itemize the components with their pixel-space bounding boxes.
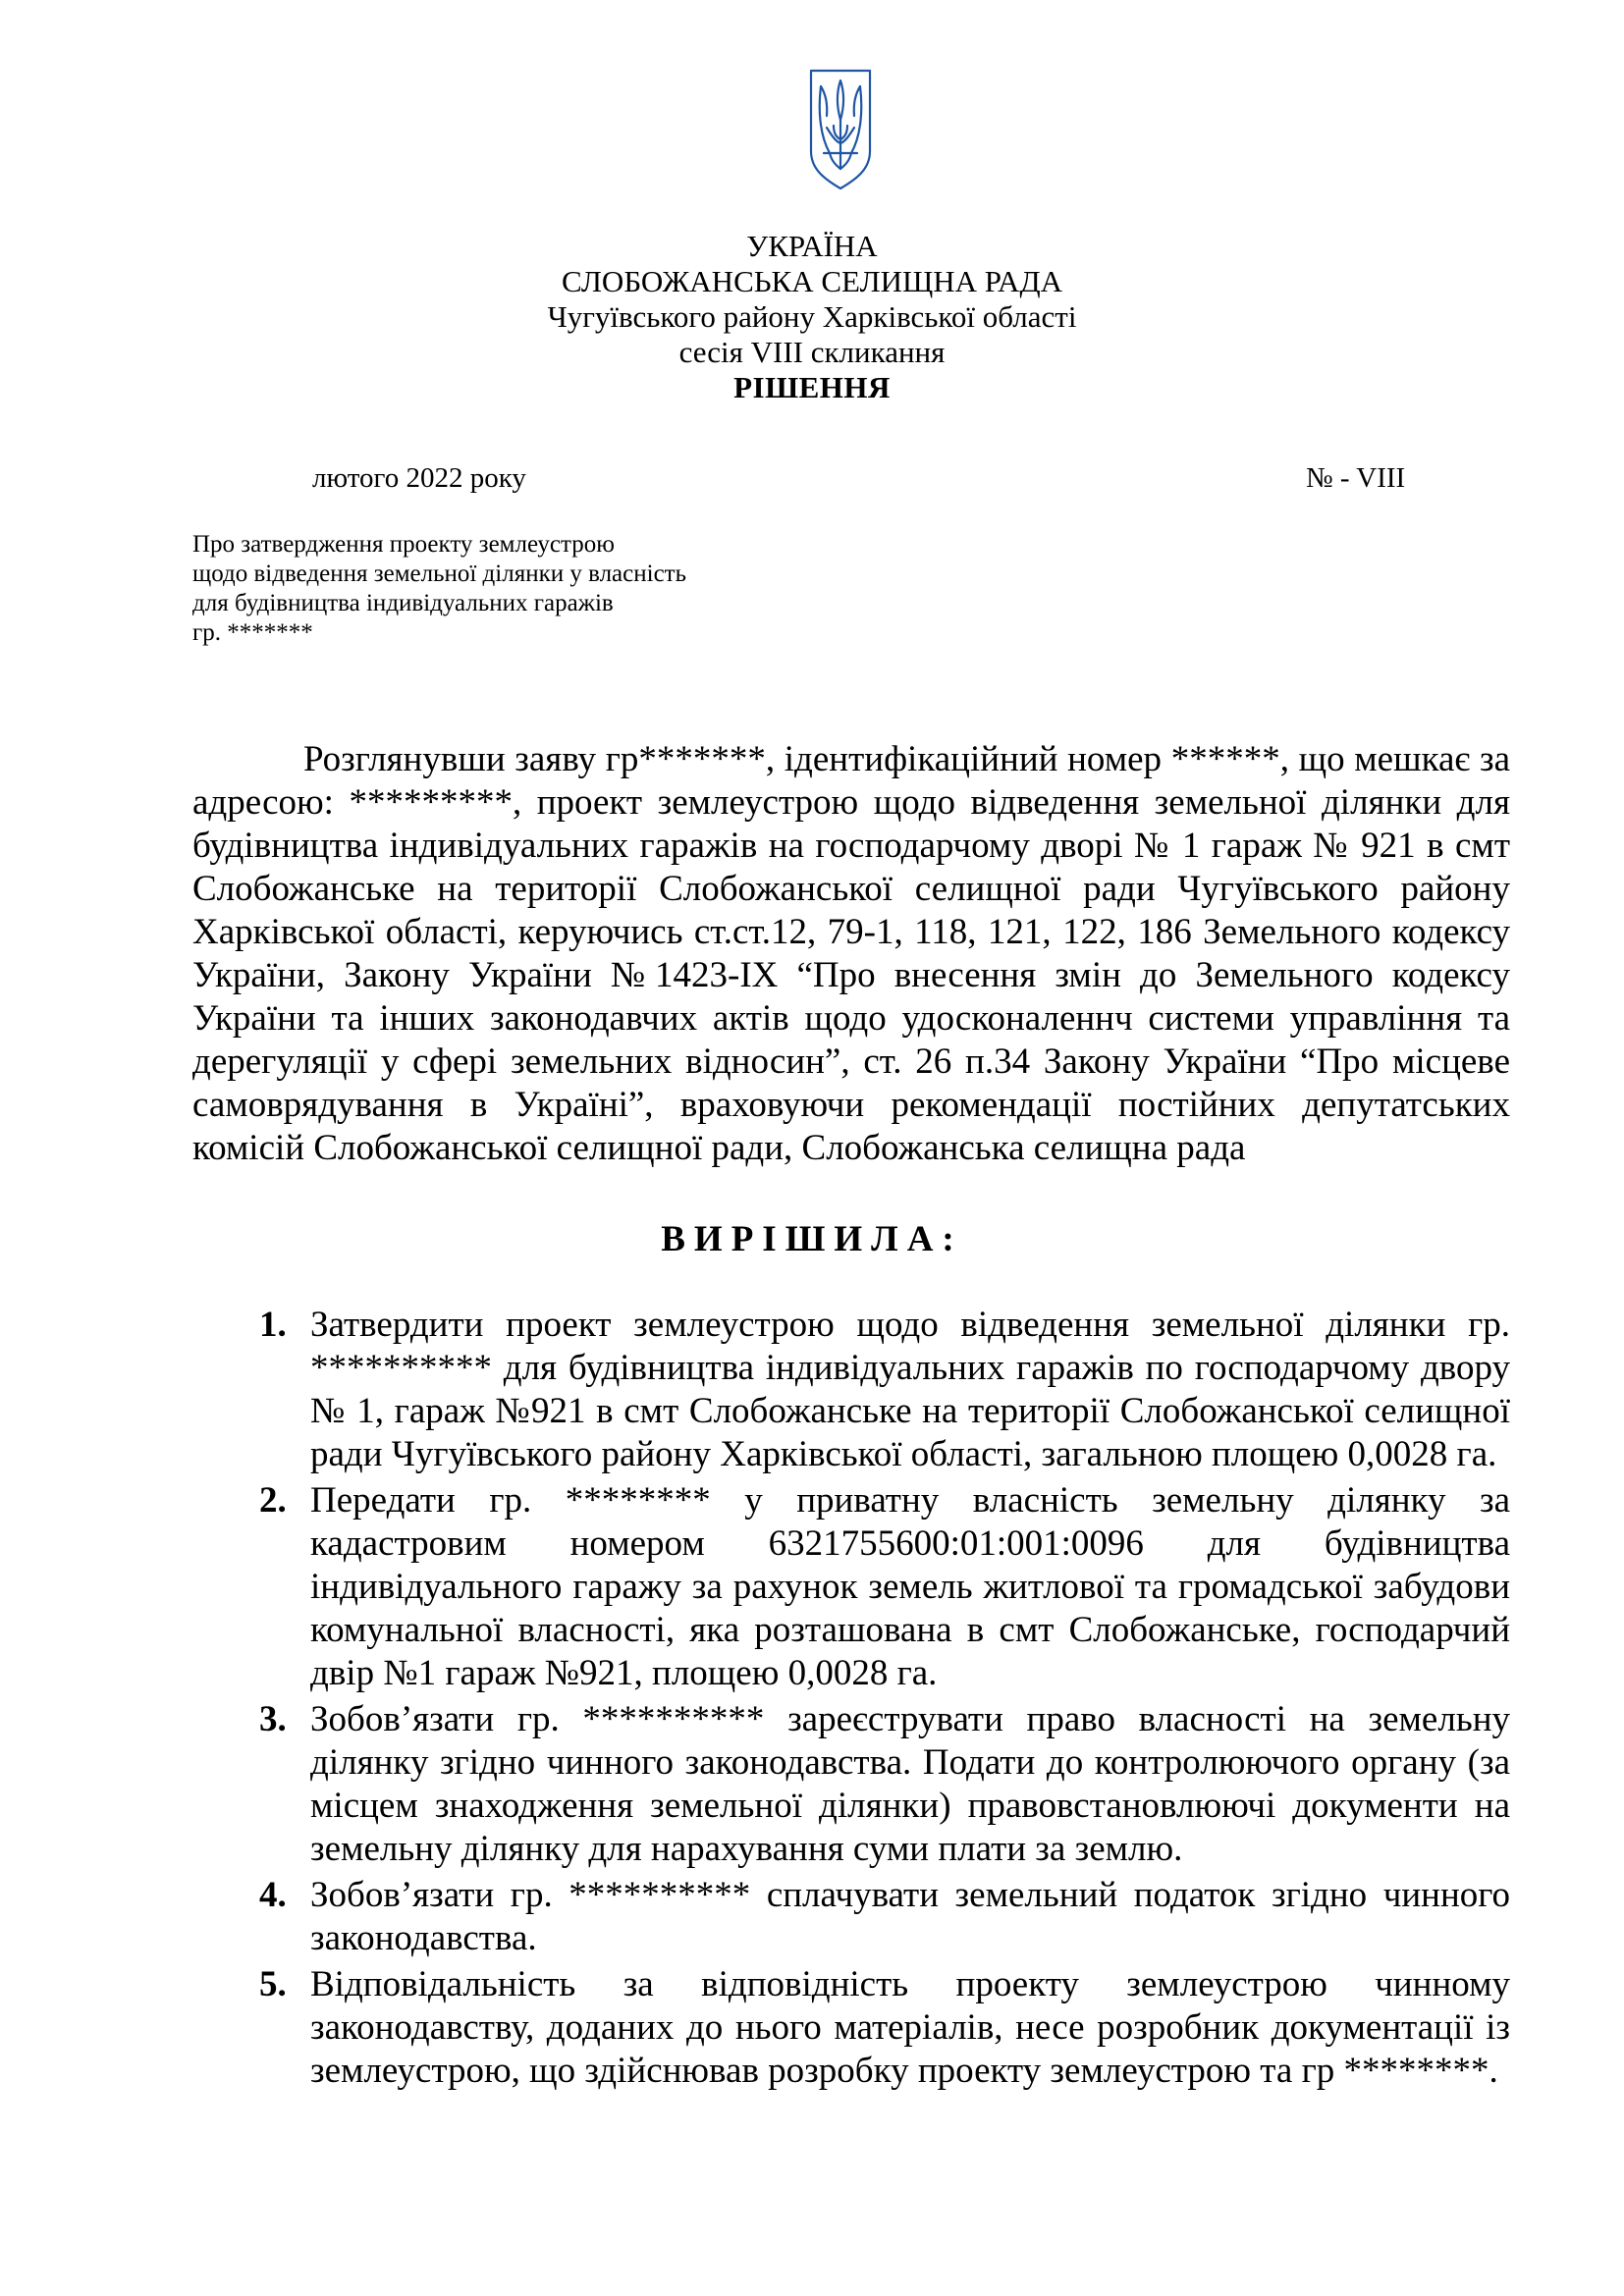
decided-heading: ВИРІШИЛА: <box>661 1219 963 1259</box>
resolution-text: Зобов’язати гр. ********** сплачувати земельний податок згідно чинного законодавства. <box>310 1875 1510 1958</box>
country-name: УКРАЇНА <box>746 229 878 263</box>
resolution-number: 4. <box>259 1875 287 1915</box>
district-name: Чугуївського району Харківської області <box>547 299 1077 334</box>
resolution-number: 3. <box>259 1699 287 1739</box>
document-subject <box>192 530 880 648</box>
subject-line: для будівництва індивідуальних гаражів <box>192 590 614 616</box>
document-number: № - VIII <box>1306 462 1406 494</box>
resolution-item <box>251 1479 1510 1695</box>
resolution-number: 5. <box>259 1964 287 2004</box>
document-header <box>0 229 1624 405</box>
resolution-number: 2. <box>259 1480 287 1521</box>
resolution-item <box>251 1874 1510 1960</box>
resolution-text: Затвердити проект землеустрою щодо відведення земельної ділянки гр. ********** для будівництва індивідуальних гаражів по господарчому двору № 1, гараж №921 в смт Слобожанське на території Слобожанської селищної ради Чугуївського району Харківської області, загальною площею 0,0028 га. <box>310 1305 1510 1474</box>
resolution-item <box>251 1698 1510 1871</box>
subject-line: щодо відведення земельної ділянки у власність <box>192 561 686 587</box>
resolution-item <box>251 1304 1510 1476</box>
ukraine-trident-coat-of-arms-icon <box>808 67 873 192</box>
council-name: СЛОБОЖАНСЬКА СЕЛИЩНА РАДА <box>562 264 1062 298</box>
resolution-text: Передати гр. ******** у приватну власність земельну ділянку за кадастровим номером 6321755600:01:001:0096 для будівництва індивідуального гаражу за рахунок земель житлової та громадської забудови комунальної власності, яка розташована в смт Слобожанське, господарчий двір №1 гараж №921, площею 0,0028 га. <box>310 1480 1510 1693</box>
subject-line: гр. ******* <box>192 619 313 646</box>
resolution-item <box>251 1963 1510 2093</box>
resolutions-list <box>251 1304 1510 2096</box>
preamble-paragraph: Розглянувши заяву гр*******, ідентифікаційний номер ******, що мешкає за адресою: *********, проект землеустрою щодо відведення земельної ділянки для будівництва індивідуальних гаражів на господарчому дворі № 1 гараж № 921 в смт Слобожанське на території Слобожанської селищної ради Чугуївського району Харківської області, керуючись ст.ст.12, 79-1, 118, 121, 122, 186 Земельного кодексу України, Закону України №1423-IX “Про внесення змін до Земельного кодексу України та інших законодавчих актів щодо удосконаленнч системи управління та дерегуляції у сфері земельних відносин”, ст. 26 п.34 Закону України “Про місцеве самоврядування в Україні”, враховуючи рекомендації постійних депутатських комісій Слобожанської селищної ради, Слобожанська селищна рада <box>192 739 1510 1168</box>
subject-line: Про затвердження проекту землеустрою <box>192 531 615 558</box>
resolution-number: 1. <box>259 1305 287 1345</box>
session-name: сесія VIII скликання <box>678 335 946 369</box>
resolution-text: Відповідальність за відповідність проекту землеустрою чинному законодавству, доданих до нього матеріалів, несе розробник документації із землеустрою, що здійснював розробку проекту землеустрою та гр ********. <box>310 1964 1510 2091</box>
resolution-text: Зобов’язати гр. ********** зареєструвати право власності на земельну ділянку згідно чинного законодавства. Подати до контролюючого органу (за місцем знаходження земельної ділянки) правовстановлюючі документи на земельну ділянку для нарахування суми плати за землю. <box>310 1699 1510 1869</box>
document-date: лютого 2022 року <box>312 462 526 494</box>
document-type: РІШЕННЯ <box>733 370 891 404</box>
